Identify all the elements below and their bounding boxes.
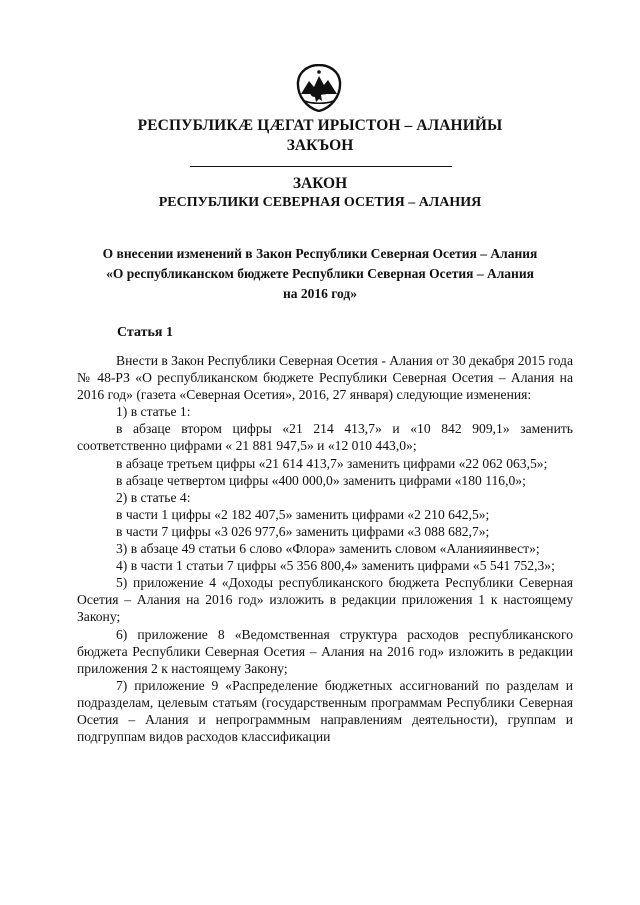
law-title-line-1: О внесении изменений в Закон Республики Северная Осетия – Алания [102,246,538,261]
paragraph: в абзаце третьем цифры «21 614 413,7» заменить цифрами «22 062 063,5»; [116,455,548,471]
law-title-line-3: на 2016 год» [282,286,357,301]
republic-name-russian: РЕСПУБЛИКИ СЕВЕРНАЯ ОСЕТИЯ – АЛАНИЯ [158,195,482,210]
header-divider [190,166,452,167]
paragraph: 5) приложение 4 «Доходы республиканского бюджета Республики Северная Осетия – Алания на 2016 год» изложить в редакции приложения 1 к настоящему Закону; [77,575,573,625]
paragraph: 4) в части 1 статьи 7 цифры «5 356 800,4» заменить цифрами «5 541 752,3»; [116,558,555,574]
paragraph: 6) приложение 8 «Ведомственная структура расходов республиканского бюджета Республики Северная Осетия – Алания на 2016 год» изложить в редакции приложения 2 к настоящему Закону; [77,626,573,676]
paragraph: 3) в абзаце 49 статьи 6 слово «Флора» заменить словом «Аланияинвест»; [116,541,540,557]
paragraph: в абзаце втором цифры «21 214 413,7» и «10 842 909,1» заменить соответственно цифрами « 21 881 947,5» и «12 010 443,0»; [77,421,573,454]
law-title-line-2: «О республиканском бюджете Республики Северная Осетия – Алания [106,266,534,281]
paragraph: Внести в Закон Республики Северная Осетия - Алания от 30 декабря 2015 года № 48-РЗ «О республиканском бюджете Республики Северная Осетия – Алания на 2016 год» (газета «Северная Осетия», 2016, 27 января) следующие изменения: [77,353,573,403]
paragraph: в части 7 цифры «3 026 977,6» заменить цифрами «3 088 682,7»; [116,523,490,539]
republic-name-ossetian: РЕСПУБЛИКӔ ЦӔГАТ ИРЫСТОН – АЛАНИЙЫ [137,117,503,134]
article-heading: Статья 1 [117,325,173,340]
law-heading-russian: ЗАКОН [292,175,348,192]
article-body [77,352,573,745]
paragraph: 7) приложение 9 «Распределение бюджетных ассигнований по разделам и подразделам, целевым статьям (государственным программам Республики Северная Осетия – Алания и непрограммным направлениям деятельности), группам и подгруппам видов расходов классификации [77,677,573,745]
paragraph: в части 1 цифры «2 182 407,5» заменить цифрами «2 210 642,5»; [116,506,490,522]
law-heading-ossetian: ЗАКЪОН [286,137,354,154]
paragraph: 1) в статье 1: [116,404,191,420]
law-title [0,244,640,304]
coat-of-arms-emblem-icon [296,64,342,112]
paragraph: в абзаце четвертом цифры «400 000,0» заменить цифрами «180 116,0»; [116,472,526,488]
paragraph: 2) в статье 4: [116,489,191,505]
